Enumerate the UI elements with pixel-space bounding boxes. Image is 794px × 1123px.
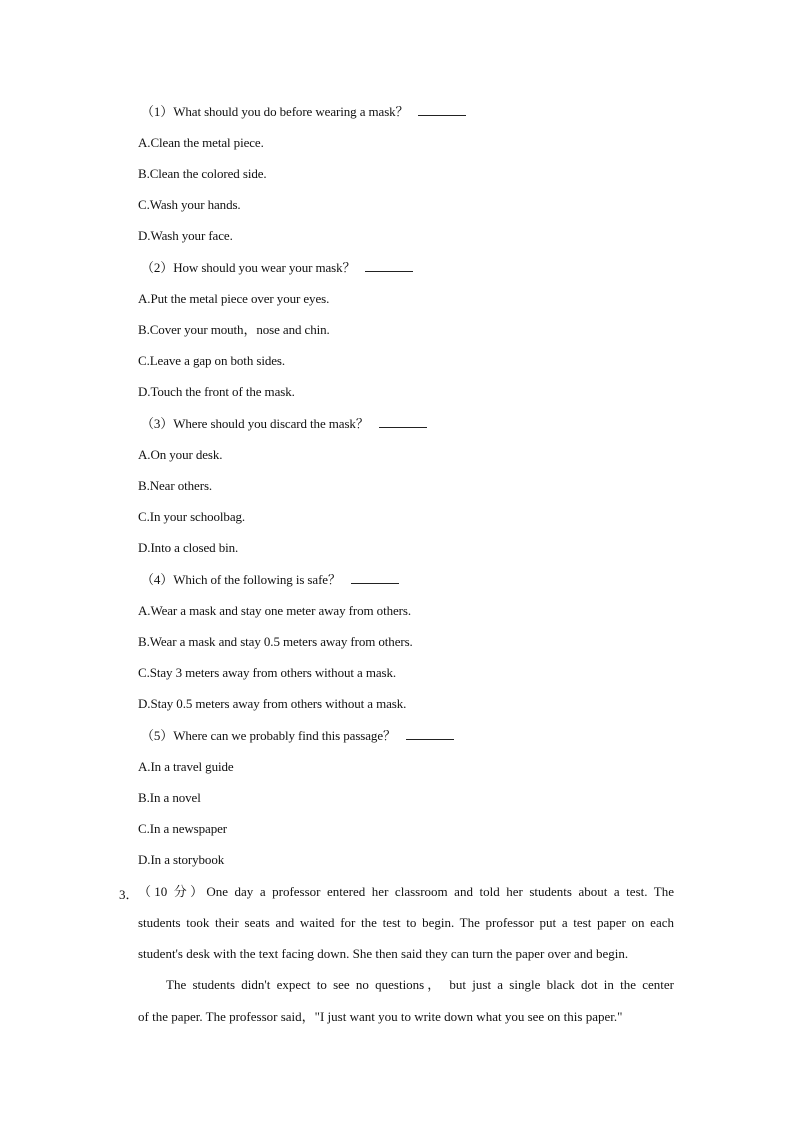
question-1-stem xyxy=(141,104,466,120)
question-4-option-a: A.Wear a mask and stay one meter away from others. xyxy=(138,603,411,618)
passage-line-2: students took their seats and waited for the test to begin. The professor put a test paper on each xyxy=(138,915,674,930)
question-5-option-a: A.In a travel guide xyxy=(138,759,234,774)
question-1-option-b: B.Clean the colored side. xyxy=(138,166,267,181)
question-4-stem xyxy=(141,572,399,588)
question-2-option-b: B.Cover your mouth，nose and chin. xyxy=(138,322,330,337)
question-5-option-c: C.In a newspaper xyxy=(138,821,228,836)
passage-line-3: student's desk with the text facing down. She then said they can turn the paper over and begin. xyxy=(138,946,629,961)
question-5-option-d: D.In a storybook xyxy=(138,852,225,867)
answer-blank-3[interactable] xyxy=(379,426,427,428)
answer-blank-4[interactable] xyxy=(351,582,399,584)
question-4-option-d: D.Stay 0.5 meters away from others without a mask. xyxy=(138,696,407,711)
passage-line-5: of the paper. The professor said，"I just want you to write down what you see on this paper." xyxy=(138,1009,623,1024)
question-3-option-d: D.Into a closed bin. xyxy=(138,540,239,555)
question-4-text: （4）Which of the following is safe？ xyxy=(141,572,341,587)
question-3-stem xyxy=(141,416,427,432)
passage-line-1: （10 分）One day a professor entered her classroom and told her students about a test. The xyxy=(138,884,674,899)
question-2-stem xyxy=(141,260,413,276)
question-2-option-a: A.Put the metal piece over your eyes. xyxy=(138,291,330,306)
question-3-option-c: C.In your schoolbag. xyxy=(138,509,246,524)
question-1-option-d: D.Wash your face. xyxy=(138,228,233,243)
question-2-text: （2）How should you wear your mask？ xyxy=(141,260,356,275)
answer-blank-1[interactable] xyxy=(418,114,466,116)
question-1-option-a: A.Clean the metal piece. xyxy=(138,135,264,150)
question-1-text: （1）What should you do before wearing a mask？ xyxy=(141,104,409,119)
question-2-option-d: D.Touch the front of the mask. xyxy=(138,384,295,399)
question-3-option-b: B.Near others. xyxy=(138,478,213,493)
question-2-option-c: C.Leave a gap on both sides. xyxy=(138,353,286,368)
question-4-option-b: B.Wear a mask and stay 0.5 meters away from others. xyxy=(138,634,413,649)
question-3-option-a: A.On your desk. xyxy=(138,447,223,462)
question-5-option-b: B.In a novel xyxy=(138,790,201,805)
question-4-option-c: C.Stay 3 meters away from others without a mask. xyxy=(138,665,397,680)
question-3-text: （3）Where should you discard the mask？ xyxy=(141,416,369,431)
question-5-text: （5）Where can we probably find this passage？ xyxy=(141,728,396,743)
answer-blank-5[interactable] xyxy=(406,738,454,740)
question-1-option-c: C.Wash your hands. xyxy=(138,197,241,212)
section-3-number: 3． xyxy=(119,887,139,902)
question-5-stem xyxy=(141,728,454,744)
passage-line-4: The students didn't expect to see no questions， but just a single black dot in the center xyxy=(166,977,674,992)
answer-blank-2[interactable] xyxy=(365,270,413,272)
